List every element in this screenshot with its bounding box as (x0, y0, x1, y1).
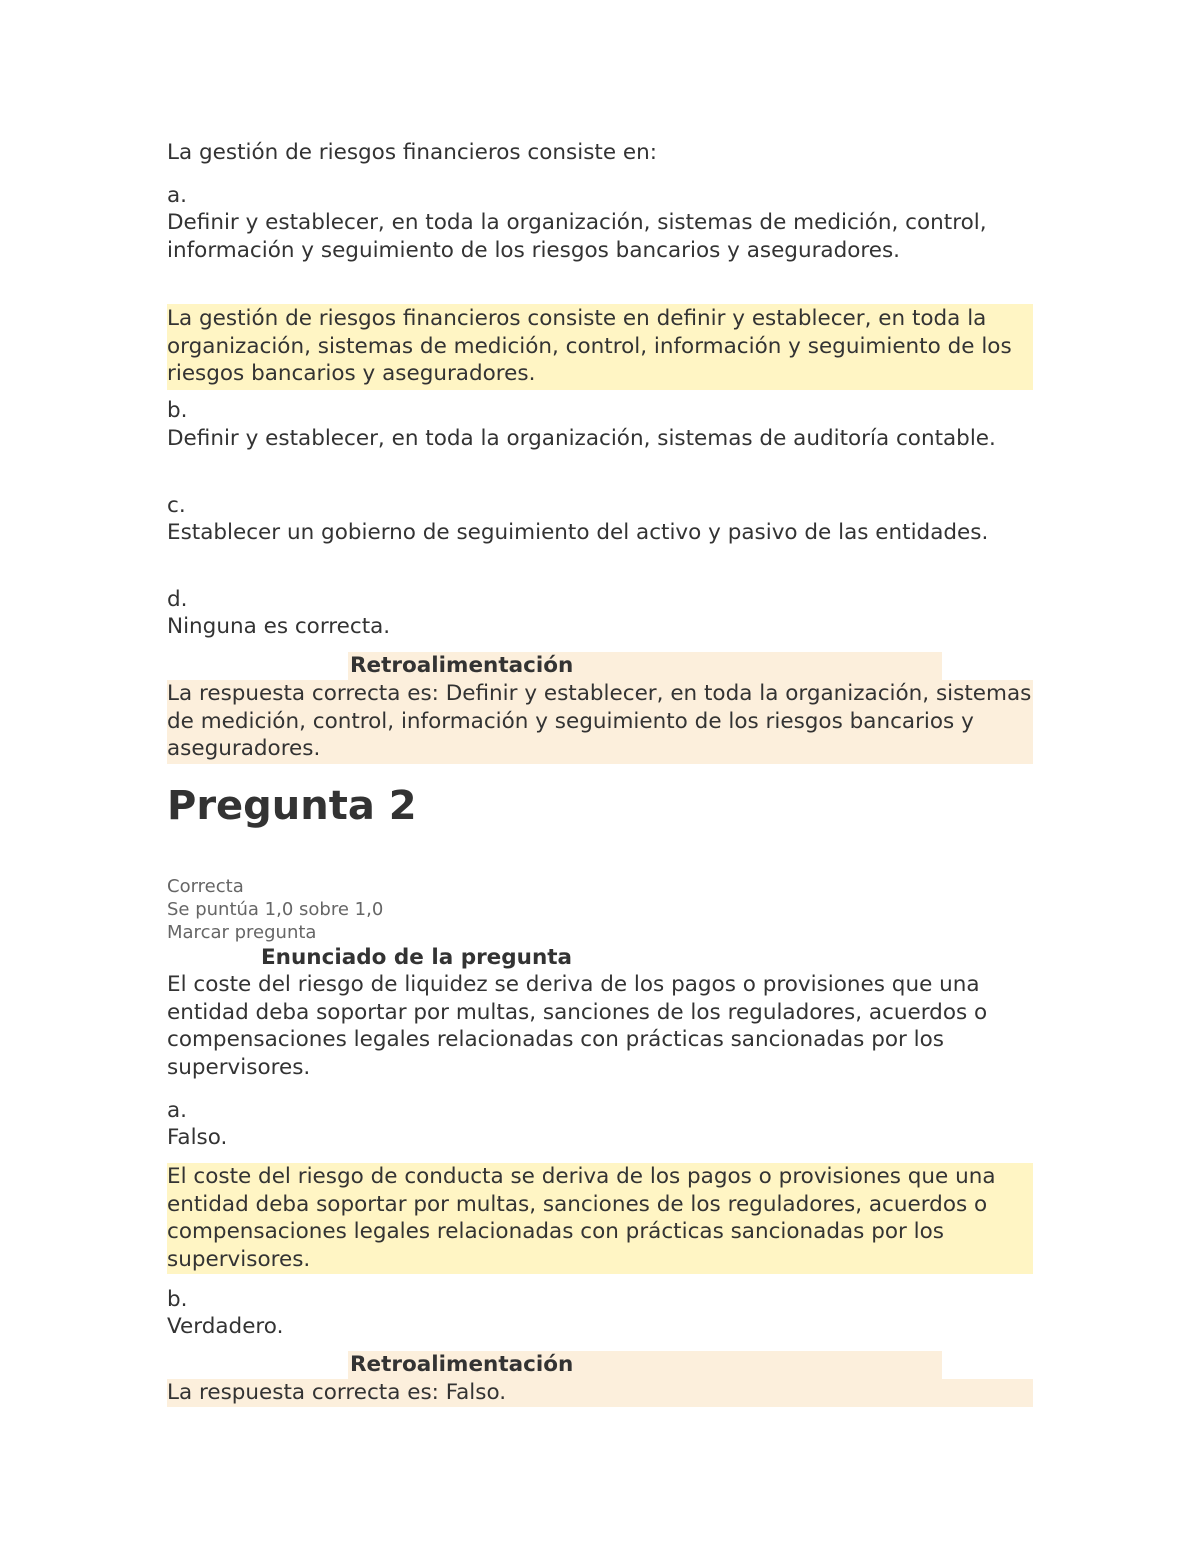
q2-flag-link[interactable]: Marcar pregunta (167, 922, 317, 943)
q1-option-c-letter: c. (167, 493, 186, 518)
q2-feedback: La respuesta correcta es: Falso. (167, 1379, 1033, 1407)
q2-status: Correcta (167, 876, 244, 897)
q1-option-b-letter: b. (167, 398, 188, 423)
q2-option-b-text[interactable]: Verdadero. (167, 1314, 284, 1339)
q2-option-a-letter: a. (167, 1098, 188, 1123)
q2-heading: Pregunta 2 (167, 783, 417, 829)
q1-feedback-title-text: Retroalimentación (350, 653, 574, 678)
q2-option-a-text[interactable]: Falso. (167, 1125, 228, 1150)
q1-option-b-text[interactable]: Definir y establecer, en toda la organización, sistemas de auditoría contable. (167, 426, 996, 451)
q1-feedback: La respuesta correcta es: Definir y establecer, en toda la organización, sistemas de medición, control, información y seguimiento de los riesgos bancarios y aseguradores. (167, 680, 1033, 764)
q2-highlight: El coste del riesgo de conducta se deriva de los pagos o provisiones que una entidad deba soportar por multas, sanciones de los reguladores, acuerdos o compensaciones legales relacionadas con prácticas sancionadas por los supervisores. (167, 1163, 1033, 1274)
q1-option-a-text[interactable]: Definir y establecer, en toda la organización, sistemas de medición, control, información y seguimiento de los riesgos bancarios y aseguradores. (167, 210, 987, 263)
q2-statement-title: Enunciado de la pregunta (261, 945, 573, 970)
q1-feedback-title (348, 652, 942, 680)
q2-feedback-title (348, 1351, 942, 1379)
q1-option-d-text[interactable]: Ninguna es correcta. (167, 614, 391, 639)
q2-option-b-letter: b. (167, 1287, 188, 1312)
q2-feedback-title-text: Retroalimentación (350, 1352, 574, 1377)
q1-stem: La gestión de riesgos financieros consiste en: (167, 140, 657, 165)
q1-option-a-letter: a. (167, 183, 188, 208)
q1-option-d-letter: d. (167, 587, 188, 612)
q1-option-c-text[interactable]: Establecer un gobierno de seguimiento del activo y pasivo de las entidades. (167, 520, 989, 545)
q2-score: Se puntúa 1,0 sobre 1,0 (167, 899, 384, 920)
q1-highlight: La gestión de riesgos financieros consiste en definir y establecer, en toda la organización, sistemas de medición, control, información y seguimiento de los riesgos bancarios y aseguradores. (167, 304, 1033, 390)
q2-stem: El coste del riesgo de liquidez se deriva de los pagos o provisiones que una entidad deba soportar por multas, sanciones de los reguladores, acuerdos o compensaciones legales relacionadas con prácticas sancionadas por los supervisores. (167, 972, 988, 1080)
